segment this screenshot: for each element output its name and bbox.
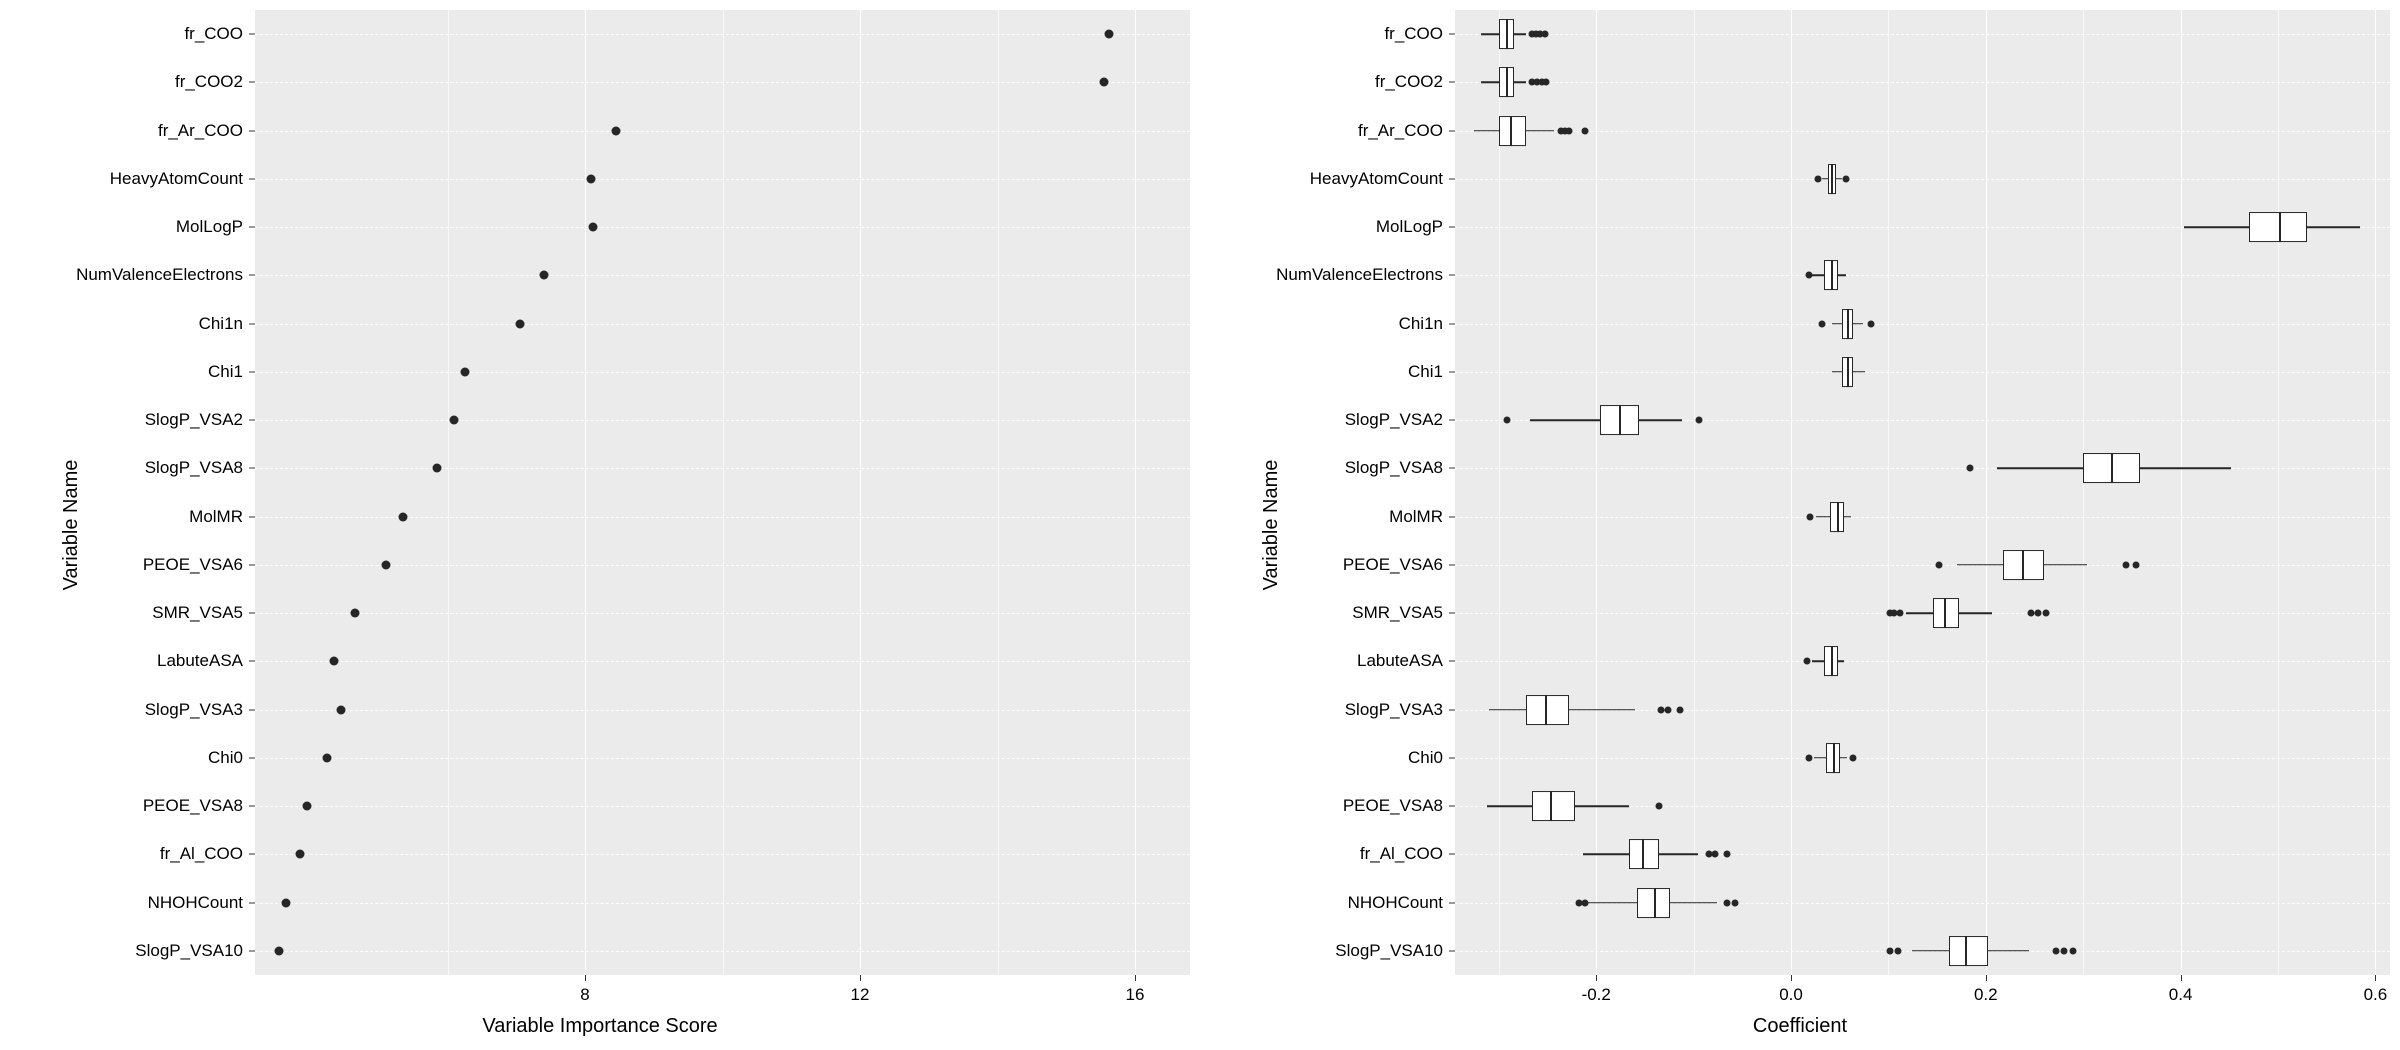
gridline-major (1986, 10, 1987, 975)
gridline-row (1455, 275, 2390, 277)
gridline-row (255, 613, 1190, 615)
gridline-row (1455, 565, 2390, 567)
y-tick-mark (249, 613, 255, 614)
gridline-row (255, 227, 1190, 229)
y-tick-label: Chi1n (1398, 313, 1443, 333)
data-point (515, 319, 524, 328)
gridline-minor (1694, 10, 1695, 975)
x-tick-mark (1791, 975, 1792, 981)
y-tick-mark (249, 709, 255, 710)
box-whisker-low (1957, 564, 2004, 566)
y-tick-mark (1449, 613, 1455, 614)
gridline-row (1455, 468, 2390, 470)
y-tick-mark (249, 82, 255, 83)
x-tick-mark (2181, 975, 2182, 981)
box-outlier (1676, 706, 1683, 713)
y-tick-label: Chi0 (1408, 747, 1443, 767)
y-tick-mark (1449, 516, 1455, 517)
y-tick-mark (249, 950, 255, 951)
box-iqr (1526, 695, 1569, 725)
box-whisker-low (1812, 275, 1824, 277)
box-whisker-high (1670, 902, 1717, 904)
gridline-row (255, 903, 1190, 905)
gridline-minor (1499, 10, 1500, 975)
x-tick-mark (1135, 975, 1136, 981)
y-tick-label: PEOE_VSA8 (142, 796, 243, 816)
box-whisker-low (1583, 854, 1630, 856)
box-whisker-high (1853, 371, 1865, 373)
box-whisker-low (1912, 950, 1949, 952)
box-whisker-low (1588, 902, 1637, 904)
y-tick-mark (249, 902, 255, 903)
y-tick-label: SlogP_VSA3 (144, 699, 243, 719)
y-tick-label: fr_COO (1384, 24, 1443, 44)
box-outlier (1541, 31, 1548, 38)
gridline-row (255, 854, 1190, 856)
box-outlier (2060, 947, 2067, 954)
x-tick-label: -0.2 (1581, 985, 1611, 1004)
y-tick-mark (1449, 275, 1455, 276)
box-outlier (2070, 947, 2077, 954)
box-outlier (1503, 417, 1510, 424)
gridline-minor (2083, 10, 2084, 975)
data-point (460, 367, 469, 376)
box-whisker-low (1814, 757, 1826, 759)
data-point (1100, 78, 1109, 87)
box-outlier (1712, 851, 1719, 858)
y-tick-label: NHOHCount (147, 892, 243, 912)
box-outlier (1807, 513, 1814, 520)
y-tick-label: PEOE_VSA8 (1342, 796, 1443, 816)
data-point (281, 898, 290, 907)
box-median (1944, 598, 1946, 628)
gridline-row (1455, 758, 2390, 760)
y-axis-title-left: Variable Name (59, 459, 82, 591)
y-tick-label: HeavyAtomCount (109, 168, 243, 188)
box-whisker-high (1514, 82, 1526, 84)
box-whisker-high (1959, 612, 1992, 614)
panel-coefficients (1200, 0, 2400, 1050)
x-tick-mark (2375, 975, 2376, 981)
x-tick-label: 0.2 (1973, 985, 1998, 1004)
box-whisker-high (1838, 275, 1846, 277)
y-tick-mark (1449, 564, 1455, 565)
data-point (330, 657, 339, 666)
gridline-row (255, 179, 1190, 181)
box-outlier (1565, 127, 1572, 134)
box-whisker-high (2140, 468, 2232, 470)
x-tick-mark (585, 975, 586, 981)
y-tick-label: Chi1 (208, 361, 243, 381)
box-median (1965, 936, 1967, 966)
data-point (381, 560, 390, 569)
box-outlier (1805, 272, 1812, 279)
box-whisker-high (1836, 178, 1842, 180)
box-whisker-low (1481, 33, 1499, 35)
gridline-row (255, 565, 1190, 567)
y-tick-labels-right (1200, 10, 1443, 975)
box-outlier (2035, 610, 2042, 617)
y-tick-label: SlogP_VSA2 (144, 410, 243, 430)
y-tick-mark (249, 323, 255, 324)
y-tick-label: NHOHCount (1347, 892, 1443, 912)
box-outlier (1842, 175, 1849, 182)
box-whisker-low (1487, 805, 1532, 807)
box-outlier (1819, 320, 1826, 327)
y-tick-label: Chi1 (1408, 361, 1443, 381)
y-tick-mark (249, 130, 255, 131)
box-whisker-low (2184, 226, 2248, 228)
y-tick-mark (249, 854, 255, 855)
x-tick-label: 16 (1125, 985, 1145, 1004)
box-median (1506, 67, 1508, 97)
gridline-row (1455, 324, 2390, 326)
y-tick-mark (249, 178, 255, 179)
y-tick-mark (249, 516, 255, 517)
box-whisker-high (1853, 323, 1863, 325)
gridline-row (255, 131, 1190, 133)
data-point (275, 946, 284, 955)
y-tick-mark (1449, 371, 1455, 372)
data-point (539, 271, 548, 280)
gridline-row (255, 324, 1190, 326)
data-point (589, 223, 598, 232)
y-tick-label: MolMR (1389, 506, 1443, 526)
y-tick-mark (1449, 323, 1455, 324)
gridline-row (255, 468, 1190, 470)
x-axis-title-right: Coefficient (1752, 1015, 1848, 1037)
y-tick-label: SlogP_VSA2 (1344, 410, 1443, 430)
box-outlier (2052, 947, 2059, 954)
y-tick-mark (249, 34, 255, 35)
box-whisker-low (1832, 371, 1842, 373)
y-tick-labels-left (0, 10, 243, 975)
box-whisker-high (1988, 950, 2029, 952)
y-tick-label: SlogP_VSA3 (1344, 699, 1443, 719)
box-whisker-high (1844, 516, 1852, 518)
plot-area-right (1455, 10, 2390, 975)
data-point (611, 126, 620, 135)
data-point (398, 512, 407, 521)
data-point (586, 174, 595, 183)
gridline-row (255, 517, 1190, 519)
y-tick-label: NumValenceElectrons (76, 265, 243, 285)
y-tick-mark (1449, 34, 1455, 35)
y-tick-mark (249, 757, 255, 758)
y-tick-label: SlogP_VSA10 (1335, 940, 1443, 960)
box-iqr (1532, 791, 1575, 821)
box-median (1506, 19, 1508, 49)
y-tick-label: SMR_VSA5 (152, 603, 243, 623)
box-median (1847, 357, 1849, 387)
y-tick-mark (1449, 82, 1455, 83)
gridline-row (255, 951, 1190, 953)
gridline-row (1455, 661, 2390, 663)
box-whisker-low (1474, 130, 1498, 132)
y-tick-label: SlogP_VSA8 (144, 458, 243, 478)
plot-area-left (255, 10, 1190, 975)
box-outlier (2027, 610, 2034, 617)
y-tick-label: MolLogP (175, 217, 243, 237)
gridline-row (255, 661, 1190, 663)
gridline-major (860, 10, 861, 975)
box-outlier (1895, 947, 1902, 954)
y-tick-label: SMR_VSA5 (1352, 603, 1443, 623)
box-outlier (1936, 561, 1943, 568)
y-tick-mark (249, 806, 255, 807)
box-whisker-high (2044, 564, 2087, 566)
y-tick-mark (249, 275, 255, 276)
box-outlier (1850, 754, 1857, 761)
y-tick-mark (249, 564, 255, 565)
gridline-minor (723, 10, 724, 975)
y-tick-mark (249, 420, 255, 421)
gridline-major (1791, 10, 1792, 975)
x-tick-label: 12 (850, 985, 870, 1004)
data-point (295, 850, 304, 859)
box-whisker-high (1639, 419, 1682, 421)
y-tick-label: PEOE_VSA6 (142, 554, 243, 574)
box-outlier (1731, 899, 1738, 906)
box-whisker-high (1838, 661, 1844, 663)
box-median (1831, 164, 1833, 194)
x-tick-mark (860, 975, 861, 981)
box-whisker-high (1659, 854, 1698, 856)
y-tick-label: fr_COO2 (174, 72, 243, 92)
gridline-major (2375, 10, 2376, 975)
x-tick-label: 8 (580, 985, 590, 1004)
box-outlier (2043, 610, 2050, 617)
box-outlier (1803, 658, 1810, 665)
box-whisker-low (1816, 516, 1830, 518)
gridline-row (255, 758, 1190, 760)
y-tick-label: SlogP_VSA8 (1344, 458, 1443, 478)
gridline-row (1455, 517, 2390, 519)
x-axis-title-left: Variable Importance Score (482, 1015, 718, 1037)
data-point (302, 802, 311, 811)
y-tick-label: MolLogP (1375, 217, 1443, 237)
box-median (1510, 116, 1512, 146)
box-median (1837, 502, 1839, 532)
box-outlier (1967, 465, 1974, 472)
y-tick-label: MolMR (189, 506, 243, 526)
y-tick-label: fr_Ar_COO (157, 120, 243, 140)
y-tick-label: fr_Ar_COO (1357, 120, 1443, 140)
gridline-row (255, 372, 1190, 374)
box-median (1831, 646, 1833, 676)
y-tick-mark (1449, 420, 1455, 421)
y-tick-mark (1449, 468, 1455, 469)
box-whisker-low (1906, 612, 1933, 614)
y-tick-mark (249, 371, 255, 372)
box-whisker-low (1481, 82, 1499, 84)
y-axis-title-right: Variable Name (1259, 459, 1282, 591)
gridline-major (2181, 10, 2182, 975)
y-tick-mark (249, 227, 255, 228)
y-tick-mark (1449, 806, 1455, 807)
gridline-minor (1888, 10, 1889, 975)
box-median (2279, 212, 2281, 242)
box-outlier (1542, 79, 1549, 86)
box-outlier (2132, 561, 2139, 568)
x-tick-label: 0.0 (1779, 985, 1803, 1004)
gridline-minor (448, 10, 449, 975)
y-tick-mark (249, 661, 255, 662)
y-tick-mark (1449, 227, 1455, 228)
y-tick-label: fr_COO (184, 24, 243, 44)
box-iqr (1949, 936, 1988, 966)
box-whisker-high (1840, 757, 1848, 759)
x-tick-label: 0.6 (2363, 985, 2388, 1004)
box-outlier (1867, 320, 1874, 327)
box-outlier (2123, 561, 2130, 568)
y-tick-mark (1449, 950, 1455, 951)
y-tick-label: LabuteASA (156, 651, 243, 671)
y-tick-label: Chi0 (208, 747, 243, 767)
gridline-minor (998, 10, 999, 975)
box-whisker-high (1569, 709, 1635, 711)
y-tick-label: HeavyAtomCount (1309, 168, 1443, 188)
box-median (1831, 260, 1833, 290)
y-tick-mark (1449, 661, 1455, 662)
gridline-major (1596, 10, 1597, 975)
box-iqr (1499, 116, 1526, 146)
gridline-row (1455, 372, 2390, 374)
gridline-minor (2278, 10, 2279, 975)
box-outlier (1805, 754, 1812, 761)
box-outlier (1815, 175, 1822, 182)
box-outlier (1581, 899, 1588, 906)
box-outlier (1581, 127, 1588, 134)
y-tick-label: NumValenceElectrons (1276, 265, 1443, 285)
data-point (323, 753, 332, 762)
box-outlier (1887, 947, 1894, 954)
box-whisker-high (1575, 805, 1630, 807)
gridline-row (255, 275, 1190, 277)
box-whisker-low (1832, 323, 1842, 325)
box-whisker-high (1514, 33, 1526, 35)
box-outlier (1696, 417, 1703, 424)
y-tick-label: fr_Al_COO (159, 844, 243, 864)
box-median (1550, 791, 1552, 821)
y-tick-mark (1449, 902, 1455, 903)
y-tick-mark (1449, 854, 1455, 855)
box-median (1833, 743, 1835, 773)
gridline-row (255, 34, 1190, 36)
x-tick-mark (1986, 975, 1987, 981)
gridline-major (585, 10, 586, 975)
x-tick-label: 0.4 (2168, 985, 2193, 1004)
x-tick-mark (1596, 975, 1597, 981)
box-median (1654, 888, 1656, 918)
box-outlier (1723, 899, 1730, 906)
gridline-major (1135, 10, 1136, 975)
gridline-row (255, 420, 1190, 422)
box-whisker-low (1812, 661, 1824, 663)
y-tick-mark (1449, 178, 1455, 179)
box-outlier (1723, 851, 1730, 858)
y-tick-label: fr_Al_COO (1359, 844, 1443, 864)
data-point (336, 705, 345, 714)
y-tick-label: SlogP_VSA10 (135, 940, 243, 960)
box-median (1545, 695, 1547, 725)
y-tick-mark (249, 468, 255, 469)
gridline-row (1455, 179, 2390, 181)
y-tick-label: Chi1n (198, 313, 243, 333)
box-median (1619, 405, 1621, 435)
box-outlier (1665, 706, 1672, 713)
gridline-row (255, 806, 1190, 808)
gridline-row (1455, 82, 2390, 84)
box-outlier (1897, 610, 1904, 617)
box-whisker-low (1997, 468, 2083, 470)
data-point (433, 464, 442, 473)
box-whisker-low (1530, 419, 1600, 421)
box-outlier (1655, 803, 1662, 810)
gridline-row (255, 82, 1190, 84)
box-median (2022, 550, 2024, 580)
box-whisker-high (2307, 226, 2360, 228)
y-tick-label: fr_COO2 (1374, 72, 1443, 92)
gridline-row (255, 710, 1190, 712)
data-point (1104, 30, 1113, 39)
y-tick-mark (1449, 757, 1455, 758)
data-point (450, 416, 459, 425)
box-outlier (1657, 706, 1664, 713)
y-tick-mark (1449, 130, 1455, 131)
box-median (1642, 839, 1644, 869)
box-whisker-low (1489, 709, 1526, 711)
box-median (1847, 309, 1849, 339)
gridline-row (1455, 131, 2390, 133)
y-tick-mark (1449, 709, 1455, 710)
box-whisker-high (1526, 130, 1554, 132)
y-tick-label: LabuteASA (1356, 651, 1443, 671)
gridline-row (1455, 34, 2390, 36)
data-point (350, 609, 359, 618)
y-tick-label: PEOE_VSA6 (1342, 554, 1443, 574)
box-median (2111, 453, 2113, 483)
